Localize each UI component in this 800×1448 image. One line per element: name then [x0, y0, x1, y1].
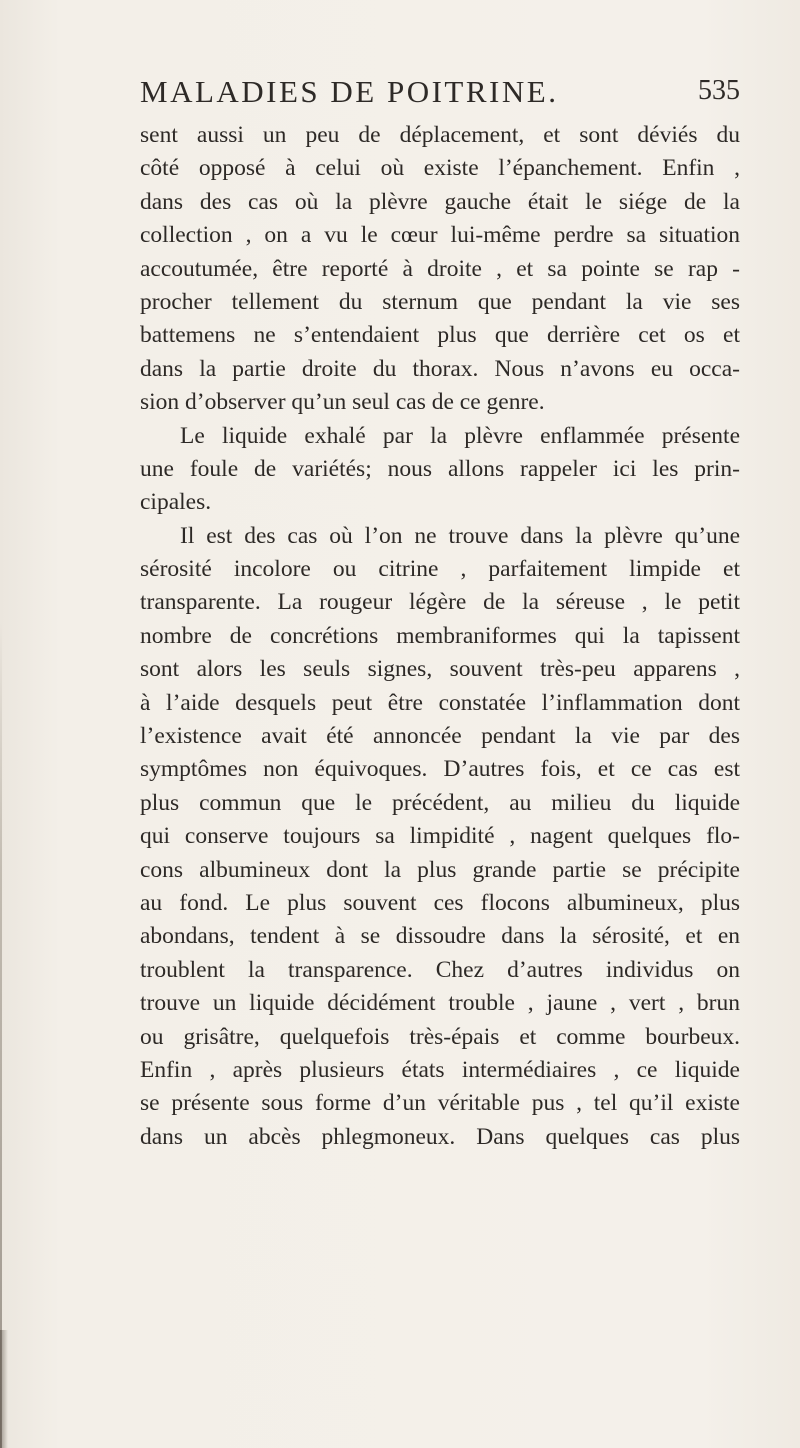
- text-line: sion d’observer qu’un seul cas de ce genre.: [140, 389, 545, 416]
- text-line: se présente sous forme d’un véritable pus , tel qu’il existe: [140, 1090, 740, 1117]
- text-line: procher tellement du sternum que pendant la vie ses: [140, 288, 740, 315]
- text-line: l’existence avait été annoncée pendant la vie par des: [140, 723, 740, 750]
- text-line: cons albumineux dont la plus grande partie se précipite: [140, 856, 740, 883]
- text-line: plus commun que le précédent, au milieu du liquide: [140, 789, 740, 816]
- text-line: sont alors les seuls signes, souvent très-peu apparens ,: [140, 656, 740, 683]
- text-line: à l’aide desquels peut être constatée l’inflammation dont: [140, 689, 740, 716]
- text-line: troublent la transparence. Chez d’autres individus on: [140, 956, 740, 983]
- text-line: cipales.: [140, 489, 212, 516]
- text-line: collection , on a vu le cœur lui-même perdre sa situation: [140, 222, 740, 249]
- text-line: dans un abcès phlegmoneux. Dans quelques cas plus: [140, 1123, 740, 1150]
- page-gutter-edge: [0, 620, 2, 1448]
- text-line: côté opposé à celui où existe l’épanchement. Enfin ,: [140, 155, 740, 182]
- body-text: [140, 119, 740, 1154]
- text-line: battemens ne s’entendaient plus que derrière cet os et: [140, 322, 740, 349]
- text-line: Le liquide exhalé par la plèvre enflammée présente: [180, 422, 740, 449]
- text-line: une foule de variétés; nous allons rappeler ici les prin-: [140, 455, 740, 482]
- page-number: 535: [698, 75, 740, 106]
- running-header: [140, 74, 740, 114]
- text-line: ou grisâtre, quelquefois très-épais et comme bourbeux.: [140, 1023, 740, 1050]
- text-line: trouve un liquide décidément trouble , jaune , vert , brun: [140, 990, 740, 1017]
- text-line: Il est des cas où l’on ne trouve dans la plèvre qu’une: [180, 522, 740, 549]
- text-line: sérosité incolore ou citrine , parfaitement limpide et: [140, 556, 740, 583]
- text-line: accoutumée, être reporté à droite , et sa pointe se rap -: [140, 255, 740, 282]
- text-line: abondans, tendent à se dissoudre dans la sérosité, et en: [140, 923, 740, 950]
- text-line: nombre de concrétions membraniformes qui la tapissent: [140, 622, 740, 649]
- text-line: dans des cas où la plèvre gauche était le siége de la: [140, 188, 740, 215]
- text-line: Enfin , après plusieurs états intermédiaires , ce liquide: [140, 1056, 740, 1083]
- page-gutter-shadow: [0, 1330, 8, 1448]
- text-line: qui conserve toujours sa limpidité , nagent quelques flo-: [140, 823, 740, 850]
- text-line: symptômes non équivoques. D’autres fois, et ce cas est: [140, 756, 740, 783]
- running-title: MALADIES DE POITRINE.: [140, 74, 559, 109]
- text-line: dans la partie droite du thorax. Nous n’avons eu occa-: [140, 355, 740, 382]
- text-line: au fond. Le plus souvent ces flocons albumineux, plus: [140, 889, 740, 916]
- text-line: transparente. La rougeur légère de la séreuse , le petit: [140, 589, 740, 616]
- text-line: sent aussi un peu de déplacement, et sont déviés du: [140, 122, 740, 148]
